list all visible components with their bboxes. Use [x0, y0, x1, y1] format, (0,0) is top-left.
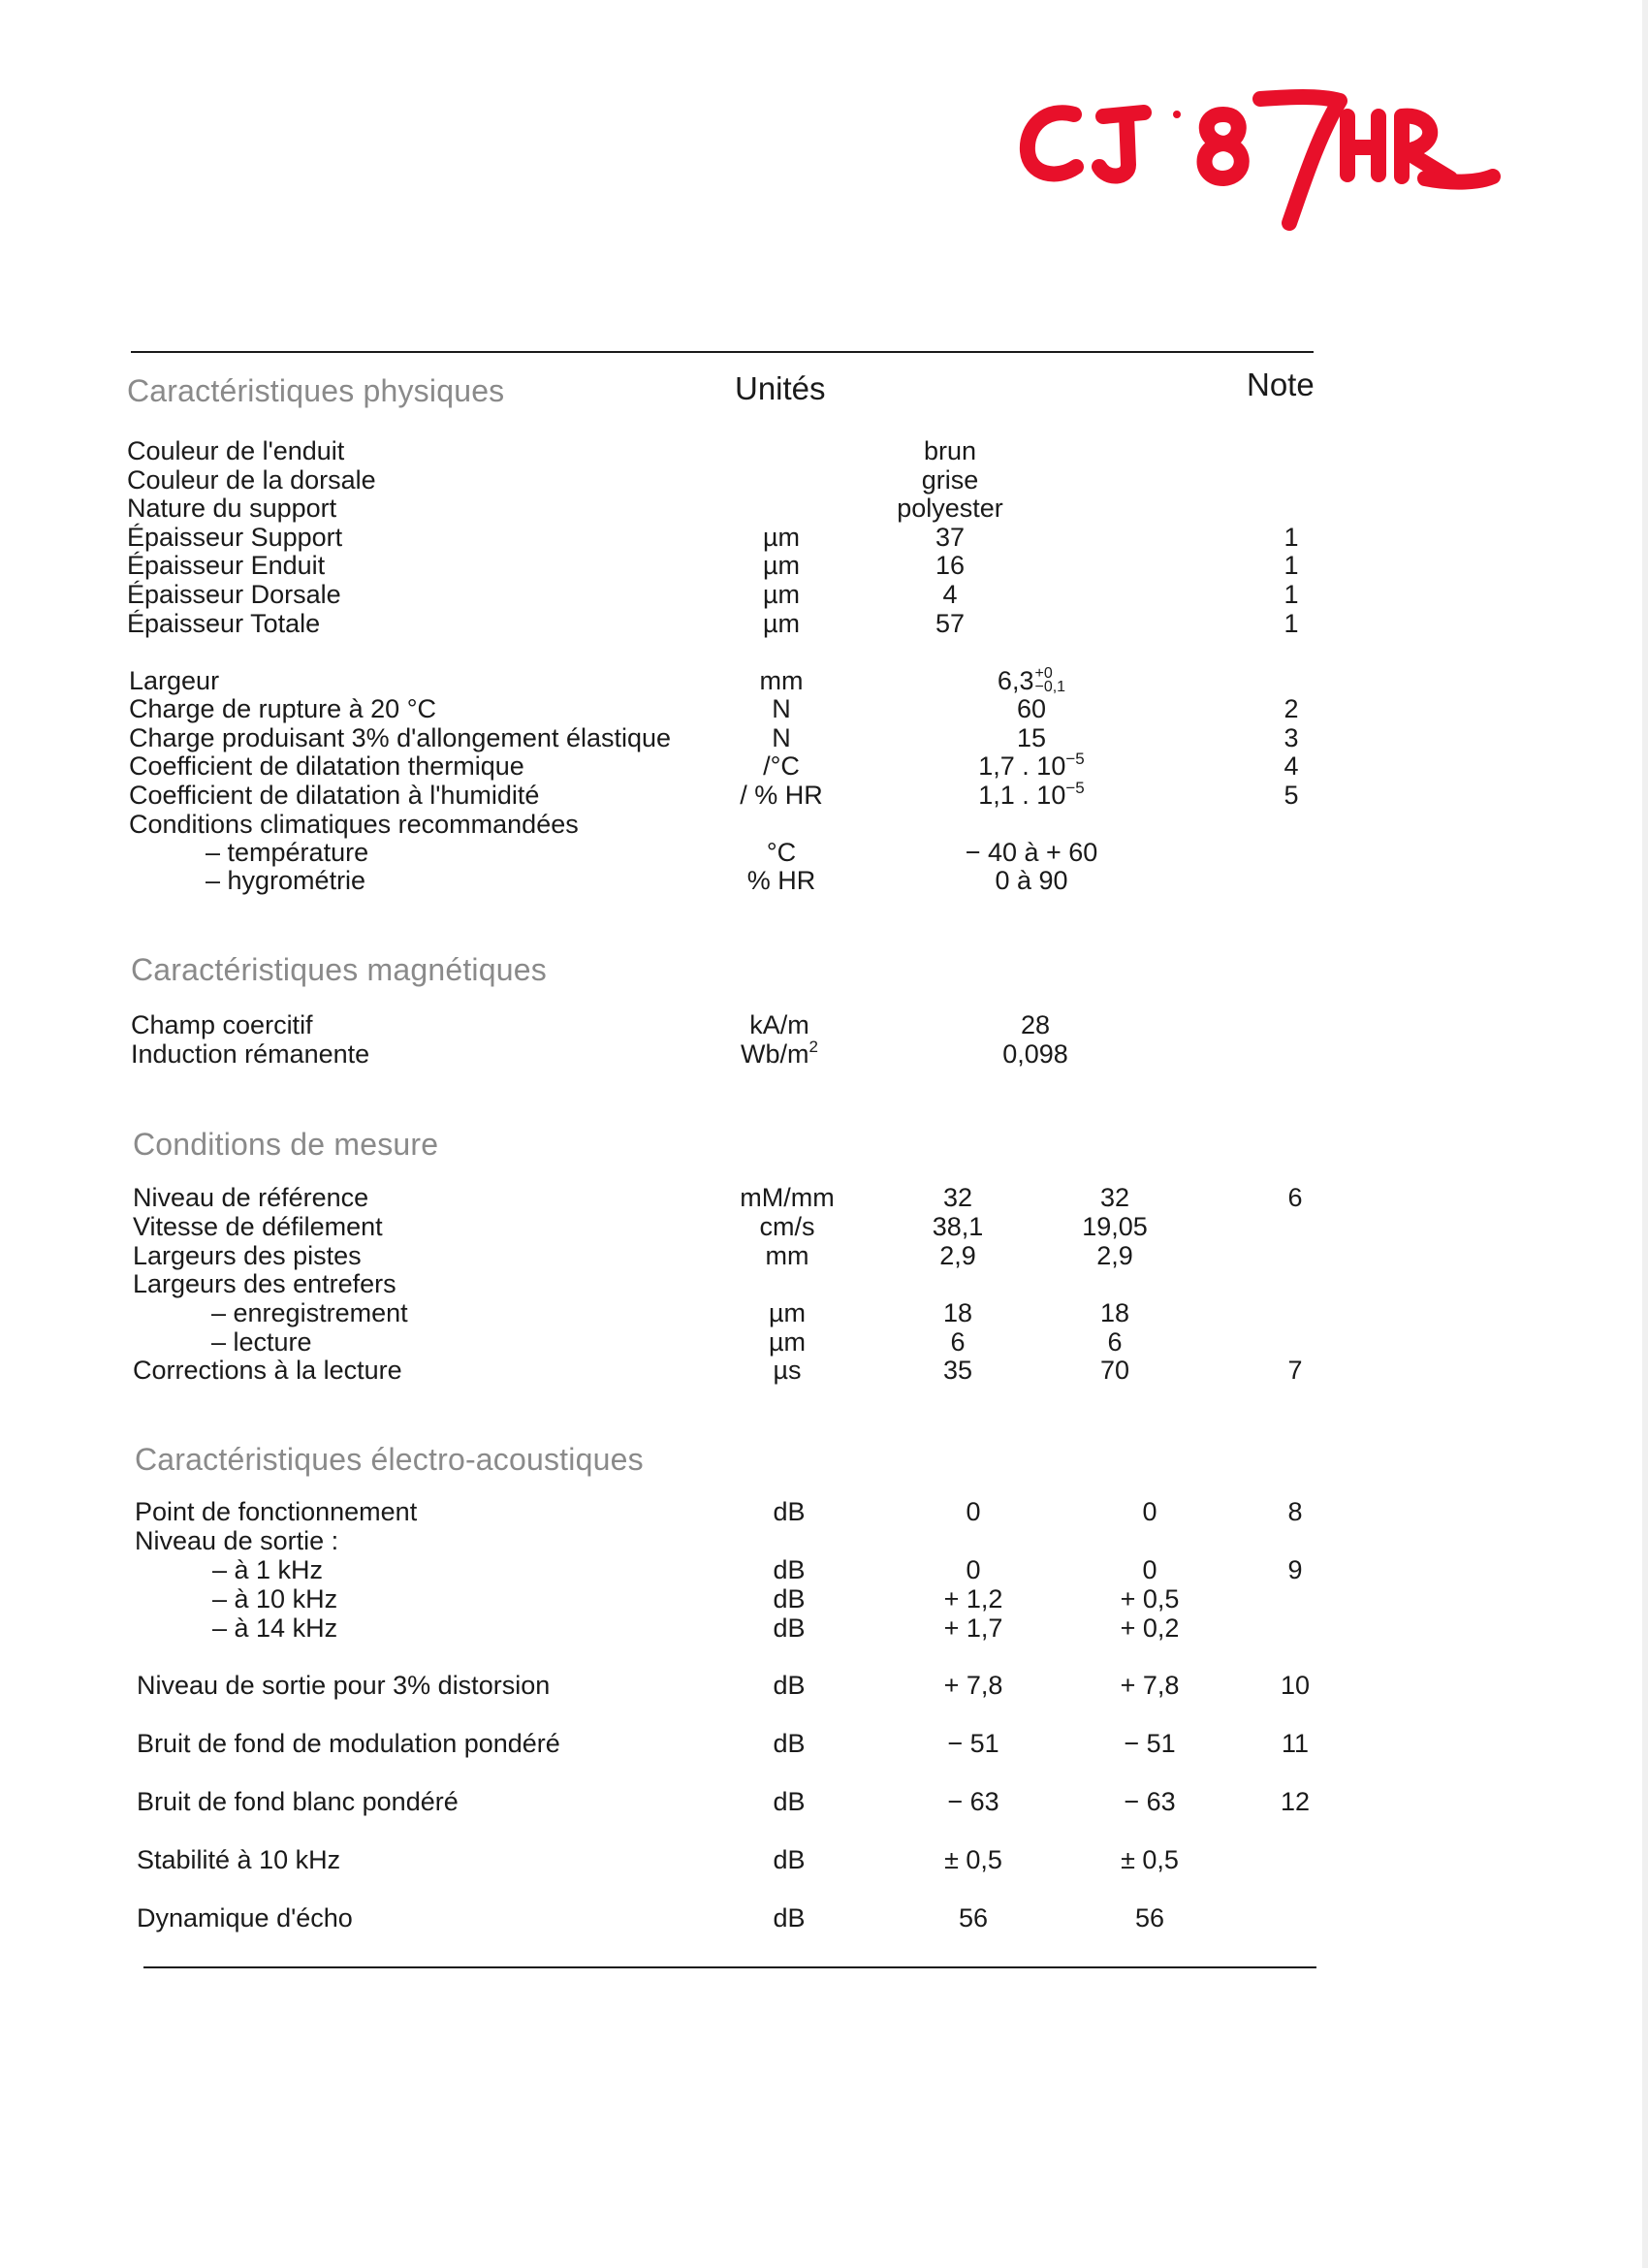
row-value-2: 18	[1099, 1298, 1130, 1327]
section-title-electro: Caractéristiques électro-acoustiques	[135, 1442, 644, 1477]
row-note: 6	[1287, 1183, 1303, 1212]
row-label: Stabilité à 10 kHz	[137, 1845, 341, 1874]
row-unit: N	[772, 694, 791, 723]
physical-row	[0, 781, 1648, 810]
row-unit: dB	[773, 1497, 806, 1526]
measure-row	[0, 1356, 1648, 1385]
tolerance-minus: −0,1	[1034, 678, 1066, 695]
row-value-1: 32	[942, 1183, 973, 1212]
row-label: – à 1 kHz	[212, 1555, 324, 1584]
row-label: Coefficient de dilatation thermique	[129, 751, 524, 781]
electro-row	[0, 1671, 1648, 1700]
row-note: 11	[1281, 1729, 1310, 1758]
row-note: 8	[1287, 1497, 1303, 1526]
row-value: − 40 à + 60	[965, 838, 1098, 867]
physical-row	[0, 551, 1648, 580]
physical-row	[0, 523, 1648, 552]
electro-row	[0, 1555, 1648, 1584]
row-unit: dB	[773, 1613, 806, 1643]
value-tolerance	[1034, 664, 1066, 695]
magnetic-row	[0, 1039, 1648, 1069]
unit-text: Wb/m	[741, 1039, 809, 1069]
row-unit	[741, 1039, 818, 1072]
row-note: 1	[1284, 551, 1299, 580]
row-label: Charge produisant 3% d'allongement élastique	[129, 723, 672, 752]
row-value: 0 à 90	[995, 866, 1068, 895]
row-unit: µs	[773, 1356, 802, 1385]
row-unit: µm	[768, 1327, 807, 1357]
row-label: Bruit de fond blanc pondéré	[137, 1787, 459, 1816]
row-value-2: + 0,5	[1120, 1584, 1180, 1613]
row-label: Induction rémanente	[131, 1039, 370, 1069]
row-unit: °C	[766, 838, 797, 867]
row-value	[998, 666, 1065, 696]
row-label: Largeurs des entrefers	[133, 1269, 396, 1298]
row-unit: dB	[773, 1555, 806, 1584]
row-label: Vitesse de défilement	[133, 1212, 383, 1241]
row-note: 9	[1287, 1555, 1303, 1584]
row-value-2: 32	[1099, 1183, 1130, 1212]
row-unit: /°C	[763, 751, 800, 781]
row-value: 57	[935, 609, 966, 638]
row-value: 37	[935, 523, 966, 552]
row-unit: dB	[773, 1729, 806, 1758]
physical-row	[0, 838, 1648, 867]
physical-row	[0, 810, 1648, 839]
row-value-1: 2,9	[939, 1241, 976, 1270]
row-value-2: 70	[1099, 1356, 1130, 1385]
row-unit: dB	[773, 1584, 806, 1613]
physical-row	[0, 609, 1648, 638]
row-unit: µm	[768, 1298, 807, 1327]
row-unit: % HR	[746, 866, 816, 895]
row-unit: / % HR	[740, 781, 823, 810]
row-value: grise	[921, 465, 979, 495]
row-value-2: 0	[1142, 1555, 1157, 1584]
row-note: 1	[1284, 609, 1299, 638]
row-unit: cm/s	[759, 1212, 815, 1241]
row-label: Niveau de sortie :	[135, 1526, 339, 1555]
electro-row	[0, 1787, 1648, 1816]
row-label: Niveau de sortie pour 3% distorsion	[137, 1671, 551, 1700]
electro-row	[0, 1903, 1648, 1933]
row-value: 15	[1016, 723, 1047, 752]
row-label: – température	[206, 838, 369, 867]
row-label: Épaisseur Totale	[127, 609, 321, 638]
row-value-2: 2,9	[1096, 1241, 1133, 1270]
row-label: Conditions climatiques recommandées	[129, 810, 579, 839]
row-value: brun	[923, 436, 977, 465]
value-text: 1,7 . 10	[978, 751, 1066, 781]
row-unit: mm	[759, 666, 804, 695]
row-label: – enregistrement	[211, 1298, 408, 1327]
row-value-2: + 7,8	[1120, 1671, 1180, 1700]
physical-row	[0, 751, 1648, 781]
row-unit: mm	[765, 1241, 809, 1270]
row-value-1: + 1,7	[943, 1613, 1003, 1643]
tolerance-plus: +0	[1034, 664, 1053, 682]
row-note: 10	[1280, 1671, 1311, 1700]
electro-row	[0, 1729, 1648, 1758]
row-value-2: 19,05	[1082, 1212, 1148, 1241]
electro-row	[0, 1526, 1648, 1555]
row-value: polyester	[897, 494, 1003, 523]
measure-row	[0, 1212, 1648, 1241]
physical-row	[0, 866, 1648, 895]
row-unit: dB	[773, 1787, 806, 1816]
section-title-measure: Conditions de mesure	[133, 1127, 439, 1162]
row-label: Dynamique d'écho	[137, 1903, 353, 1933]
row-note: 2	[1284, 694, 1299, 723]
measure-row	[0, 1183, 1648, 1212]
row-value	[978, 781, 1084, 814]
electro-row	[0, 1497, 1648, 1526]
row-value-2: 0	[1142, 1497, 1157, 1526]
measure-row	[0, 1241, 1648, 1270]
row-value-2: ± 0,5	[1121, 1845, 1179, 1874]
row-value-1: 0	[966, 1497, 981, 1526]
row-value-1: 6	[950, 1327, 966, 1357]
physical-row	[0, 723, 1648, 752]
value-exponent: −5	[1065, 750, 1085, 768]
row-label: Champ coercitif	[131, 1010, 313, 1039]
row-label: Corrections à la lecture	[133, 1356, 402, 1385]
row-value-1: + 7,8	[943, 1671, 1003, 1700]
row-label: – à 14 kHz	[212, 1613, 338, 1643]
measure-row	[0, 1298, 1648, 1327]
top-rule	[131, 351, 1314, 353]
row-unit: mM/mm	[740, 1183, 835, 1212]
measure-row	[0, 1327, 1648, 1357]
note-column-header: Note	[1247, 367, 1315, 402]
row-value-1: 35	[942, 1356, 973, 1385]
electro-row	[0, 1845, 1648, 1874]
row-note: 5	[1284, 781, 1299, 810]
magnetic-row	[0, 1010, 1648, 1039]
electro-row	[0, 1613, 1648, 1643]
row-label: Épaisseur Enduit	[127, 551, 326, 580]
row-note: 4	[1284, 751, 1299, 781]
row-value: 4	[942, 580, 958, 609]
value-exponent: −5	[1065, 779, 1085, 797]
physical-row	[0, 666, 1648, 695]
row-value: 60	[1016, 694, 1047, 723]
physical-row	[0, 465, 1648, 495]
row-unit: µm	[762, 609, 801, 638]
row-label: Largeur	[129, 666, 220, 695]
row-value: 16	[935, 551, 966, 580]
section-title-magnetic: Caractéristiques magnétiques	[131, 952, 547, 987]
row-unit: dB	[773, 1845, 806, 1874]
physical-row	[0, 494, 1648, 523]
value-text: 1,1 . 10	[978, 781, 1066, 810]
row-value-1: ± 0,5	[944, 1845, 1002, 1874]
row-value-1: − 51	[947, 1729, 999, 1758]
handwritten-code-drawing	[998, 58, 1503, 233]
row-label: Niveau de référence	[133, 1183, 369, 1212]
physical-row	[0, 694, 1648, 723]
row-label: – lecture	[211, 1327, 312, 1357]
handwritten-code-annotation	[998, 58, 1503, 238]
measure-row	[0, 1269, 1648, 1298]
row-unit: µm	[762, 580, 801, 609]
row-label: Charge de rupture à 20 °C	[129, 694, 436, 723]
row-value: 28	[1020, 1010, 1051, 1039]
row-unit: kA/m	[749, 1010, 809, 1039]
row-unit: N	[772, 723, 791, 752]
row-label: Couleur de l'enduit	[127, 436, 345, 465]
row-note: 12	[1280, 1787, 1311, 1816]
row-value-1: 0	[966, 1555, 981, 1584]
section-title-physical: Caractéristiques physiques	[127, 373, 505, 408]
row-label: Épaisseur Support	[127, 523, 343, 552]
row-note: 1	[1284, 580, 1299, 609]
physical-row	[0, 580, 1648, 609]
row-label: Bruit de fond de modulation pondéré	[137, 1729, 560, 1758]
row-value-2: 6	[1107, 1327, 1123, 1357]
row-value-1: 56	[958, 1903, 989, 1933]
units-column-header: Unités	[735, 370, 826, 406]
row-unit: dB	[773, 1903, 806, 1933]
physical-row	[0, 436, 1648, 465]
row-value-2: 56	[1134, 1903, 1165, 1933]
unit-exponent: 2	[808, 1038, 818, 1056]
row-label: Nature du support	[127, 494, 337, 523]
row-value-1: − 63	[947, 1787, 999, 1816]
row-label: Épaisseur Dorsale	[127, 580, 341, 609]
row-label: Couleur de la dorsale	[127, 465, 376, 495]
row-unit: dB	[773, 1671, 806, 1700]
row-value-2: − 63	[1124, 1787, 1176, 1816]
row-label: Point de fonctionnement	[135, 1497, 418, 1526]
row-label: Largeurs des pistes	[133, 1241, 362, 1270]
row-label: – à 10 kHz	[212, 1584, 338, 1613]
value-text: 6,3	[997, 666, 1034, 695]
row-unit: µm	[762, 551, 801, 580]
row-value-1: 18	[942, 1298, 973, 1327]
electro-row	[0, 1584, 1648, 1613]
row-value-1: 38,1	[932, 1212, 984, 1241]
row-label: – hygrométrie	[206, 866, 366, 895]
row-value-2: − 51	[1124, 1729, 1176, 1758]
bottom-rule	[143, 1966, 1316, 1968]
row-label: Coefficient de dilatation à l'humidité	[129, 781, 540, 810]
row-value: 0,098	[1002, 1039, 1068, 1069]
row-note: 3	[1284, 723, 1299, 752]
row-note: 1	[1284, 523, 1299, 552]
row-unit: µm	[762, 523, 801, 552]
row-note: 7	[1287, 1356, 1303, 1385]
row-value-1: + 1,2	[943, 1584, 1003, 1613]
row-value-2: + 0,2	[1120, 1613, 1180, 1643]
